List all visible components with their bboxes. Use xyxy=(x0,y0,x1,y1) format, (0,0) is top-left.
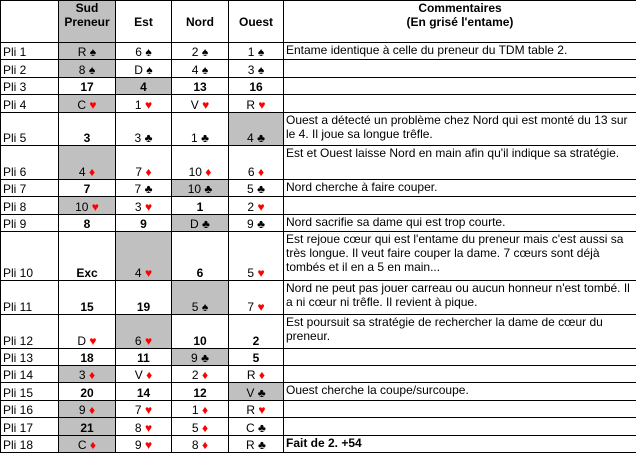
card-rank: 5 xyxy=(191,420,199,435)
card-rank: D xyxy=(134,62,143,77)
card-rank: 1 xyxy=(134,97,142,112)
heart-icon: ♥ xyxy=(141,420,153,435)
card-rank: 9 xyxy=(134,438,142,452)
comment-cell: Nord sacrifie sa dame qui est trop courte. xyxy=(284,214,636,231)
tricks-body xyxy=(1,43,636,453)
card-rank: 8 xyxy=(134,420,142,435)
table-row xyxy=(1,348,636,365)
card-nord xyxy=(172,418,229,435)
pli-label: Pli 6 xyxy=(1,146,59,180)
diamond-icon: ♦ xyxy=(255,368,266,383)
card-est xyxy=(116,435,172,453)
card-ouest xyxy=(229,435,284,453)
comment-cell xyxy=(284,366,636,383)
comment-cell: Est et Ouest laisse Nord en main afin qu'il indique sa stratégie. xyxy=(284,146,636,180)
table-row xyxy=(1,435,636,453)
card-sud xyxy=(59,232,116,281)
card-ouest xyxy=(229,214,284,231)
card-rank: 9 xyxy=(78,403,86,418)
heart-icon: ♥ xyxy=(255,403,266,418)
card-ouest xyxy=(229,281,284,315)
card-rank: 6 xyxy=(196,266,204,281)
card-rank: 1 xyxy=(196,199,204,214)
pli-label: Pli 18 xyxy=(1,435,59,453)
spade-icon: ♠ xyxy=(85,62,96,77)
club-icon: ♣ xyxy=(254,438,266,452)
header-ouest xyxy=(229,1,284,43)
club-icon: ♣ xyxy=(253,182,265,197)
card-rank: 3 xyxy=(83,131,91,146)
card-ouest xyxy=(229,400,284,417)
comment-cell xyxy=(284,95,636,112)
heart-icon: ♥ xyxy=(141,438,153,452)
card-rank: 20 xyxy=(80,385,94,400)
comment-cell xyxy=(284,77,636,94)
header-est xyxy=(116,1,172,43)
card-sud xyxy=(59,43,116,60)
card-est xyxy=(116,400,172,417)
club-icon: ♣ xyxy=(141,182,153,197)
card-est xyxy=(116,383,172,400)
card-est xyxy=(116,366,172,383)
card-nord xyxy=(172,383,229,400)
card-rank: 4 xyxy=(134,266,142,281)
card-nord xyxy=(172,197,229,214)
card-rank: 2 xyxy=(191,368,199,383)
card-rank: 3 xyxy=(247,62,255,77)
comment-cell: Nord ne peut pas jouer carreau ou aucun honneur n'est tombé. Il a ni cœur ni trêfle. Il revient à pique. xyxy=(284,281,636,315)
club-icon: ♣ xyxy=(198,217,210,232)
card-rank: 10 xyxy=(75,199,89,214)
card-rank: 5 xyxy=(247,266,255,281)
pli-label: Pli 11 xyxy=(1,281,59,315)
card-rank: 16 xyxy=(249,80,263,95)
heart-icon: ♥ xyxy=(255,97,266,112)
card-rank: 5 xyxy=(191,299,199,314)
card-est xyxy=(116,348,172,365)
card-sud xyxy=(59,400,116,417)
header-ouest-label: Ouest xyxy=(238,15,273,29)
pli-label: Pli 12 xyxy=(1,314,59,348)
card-rank: 3 xyxy=(78,368,86,383)
comment-cell: Entame identique à celle du preneur du TDM table 2. xyxy=(284,43,636,60)
header-comments xyxy=(284,1,636,43)
card-rank: D xyxy=(190,217,199,232)
card-rank: 3 xyxy=(134,131,142,146)
card-sud xyxy=(59,418,116,435)
header-row xyxy=(1,1,636,43)
card-rank: 19 xyxy=(136,299,151,314)
card-rank: 7 xyxy=(134,182,142,197)
spade-icon: ♠ xyxy=(254,45,265,60)
card-rank: 6 xyxy=(247,164,255,179)
card-rank: 13 xyxy=(193,80,207,95)
card-rank: 8 xyxy=(78,62,86,77)
comment-cell: Ouest a détecté un problème chez Nord qui est monté du 13 sur le 4. Il joue sa longue trêfle. xyxy=(284,112,636,146)
comment-cell: Nord cherche à faire couper. xyxy=(284,179,636,196)
diamond-icon: ♦ xyxy=(142,368,153,383)
pli-label: Pli 3 xyxy=(1,77,59,94)
card-rank: R xyxy=(246,97,256,112)
card-rank: R xyxy=(246,438,255,452)
comment-cell: Est rejoue cœur qui est l'entame du preneur mais c'est aussi sa très longue. Il veut faire couper la dame. 7 cœurs sont déjà tombés et il en a 5 en main... xyxy=(284,232,636,281)
card-ouest xyxy=(229,95,284,112)
table-row xyxy=(1,43,636,60)
header-pli xyxy=(1,1,59,43)
card-est xyxy=(116,418,172,435)
card-rank: C xyxy=(246,420,255,435)
diamond-icon: ♦ xyxy=(85,368,96,383)
table-row xyxy=(1,197,636,214)
card-nord xyxy=(172,435,229,453)
club-icon: ♣ xyxy=(253,217,265,232)
card-nord xyxy=(172,214,229,231)
card-ouest xyxy=(229,314,284,348)
pli-label: Pli 14 xyxy=(1,366,59,383)
card-rank: V xyxy=(134,368,143,383)
club-icon: ♣ xyxy=(201,182,213,197)
card-ouest xyxy=(229,146,284,180)
card-nord xyxy=(172,95,229,112)
card-rank: C xyxy=(77,97,87,112)
spade-icon: ♠ xyxy=(198,299,209,314)
pli-label: Pli 7 xyxy=(1,179,59,196)
card-sud xyxy=(59,214,116,231)
club-icon: ♣ xyxy=(197,131,209,146)
card-sud xyxy=(59,77,116,94)
pli-label: Pli 13 xyxy=(1,348,59,365)
header-comments-line2: (En grisé l'entame) xyxy=(406,15,514,29)
header-sud-line1: Sud xyxy=(75,1,99,15)
card-nord xyxy=(172,179,229,196)
card-nord xyxy=(172,60,229,77)
card-est xyxy=(116,43,172,60)
card-rank: 10 xyxy=(187,182,202,197)
pli-label: Pli 9 xyxy=(1,214,59,231)
card-est xyxy=(116,112,172,146)
card-rank: 12 xyxy=(193,385,207,400)
heart-icon: ♥ xyxy=(141,333,153,348)
spade-icon: ♠ xyxy=(198,62,209,77)
pli-label: Pli 10 xyxy=(1,232,59,281)
diamond-icon: ♦ xyxy=(85,164,96,179)
card-est xyxy=(116,232,172,281)
card-rank: 18 xyxy=(80,351,94,365)
table-row xyxy=(1,314,636,348)
table-row xyxy=(1,281,636,315)
card-rank: 2 xyxy=(252,333,260,348)
card-ouest xyxy=(229,348,284,365)
diamond-icon: ♦ xyxy=(254,164,265,179)
table-row xyxy=(1,400,636,417)
diamond-icon: ♦ xyxy=(198,438,209,452)
comment-cell xyxy=(284,348,636,365)
card-rank: 2 xyxy=(191,45,199,60)
club-icon: ♣ xyxy=(197,351,209,365)
card-rank: 7 xyxy=(83,182,91,197)
table-row xyxy=(1,95,636,112)
card-ouest xyxy=(229,60,284,77)
header-comments-line1: Commentaires xyxy=(418,1,502,15)
club-icon: ♣ xyxy=(254,420,266,435)
card-rank: 10 xyxy=(188,164,202,179)
card-sud xyxy=(59,60,116,77)
card-est xyxy=(116,146,172,180)
card-sud xyxy=(59,348,116,365)
spade-icon: ♠ xyxy=(198,45,209,60)
pli-label: Pli 2 xyxy=(1,60,59,77)
card-rank: 7 xyxy=(247,299,255,314)
pli-label: Pli 8 xyxy=(1,197,59,214)
heart-icon: ♥ xyxy=(198,97,210,112)
card-rank: 3 xyxy=(134,199,142,214)
card-est xyxy=(116,179,172,196)
card-nord xyxy=(172,232,229,281)
table-row xyxy=(1,366,636,383)
card-sud xyxy=(59,314,116,348)
card-rank: 11 xyxy=(137,351,150,365)
card-rank: 9 xyxy=(247,217,254,232)
card-est xyxy=(116,197,172,214)
pli-label: Pli 17 xyxy=(1,418,59,435)
pli-label: Pli 16 xyxy=(1,400,59,417)
spade-icon: ♠ xyxy=(142,62,153,77)
card-rank: 4 xyxy=(191,62,199,77)
comment-cell xyxy=(284,400,636,417)
card-nord xyxy=(172,112,229,146)
table-row xyxy=(1,179,636,196)
diamond-icon: ♦ xyxy=(198,368,209,383)
card-rank: 4 xyxy=(140,80,147,95)
club-icon: ♣ xyxy=(254,385,266,400)
heart-icon: ♥ xyxy=(141,97,153,112)
card-sud xyxy=(59,281,116,315)
pli-label: Pli 4 xyxy=(1,95,59,112)
header-nord xyxy=(172,1,229,43)
table-row xyxy=(1,214,636,231)
diamond-icon: ♦ xyxy=(85,403,96,418)
heart-icon: ♥ xyxy=(141,199,153,214)
card-sud xyxy=(59,435,116,453)
card-rank: 4 xyxy=(78,164,86,179)
diamond-icon: ♦ xyxy=(198,420,209,435)
header-sud-line2: Preneur xyxy=(64,15,110,29)
card-rank: V xyxy=(190,97,199,112)
card-ouest xyxy=(229,232,284,281)
card-rank: 9 xyxy=(191,351,198,365)
card-rank: 15 xyxy=(80,299,94,314)
spade-icon: ♠ xyxy=(254,62,265,77)
card-rank: 14 xyxy=(136,385,151,400)
table-row xyxy=(1,77,636,94)
card-rank: 1 xyxy=(247,45,255,60)
heart-icon: ♥ xyxy=(88,199,99,214)
card-ouest xyxy=(229,418,284,435)
card-rank: R xyxy=(246,368,256,383)
card-sud xyxy=(59,197,116,214)
card-est xyxy=(116,314,172,348)
comment-cell xyxy=(284,60,636,77)
card-rank: Exc xyxy=(76,266,98,281)
card-rank: 1 xyxy=(191,131,198,146)
card-rank: R xyxy=(77,45,87,60)
card-rank: 5 xyxy=(247,182,254,197)
table-row xyxy=(1,383,636,400)
card-ouest xyxy=(229,197,284,214)
card-rank: 7 xyxy=(134,403,142,418)
card-rank: 2 xyxy=(247,199,255,214)
card-rank: 8 xyxy=(191,438,199,452)
card-rank: 1 xyxy=(191,403,199,418)
table-row xyxy=(1,146,636,180)
card-rank: 6 xyxy=(135,45,142,60)
card-rank: 9 xyxy=(140,217,147,232)
card-rank: 21 xyxy=(80,420,94,435)
table-row xyxy=(1,60,636,77)
diamond-icon: ♦ xyxy=(198,403,209,418)
card-nord xyxy=(172,366,229,383)
card-ouest xyxy=(229,383,284,400)
card-sud xyxy=(59,95,116,112)
card-est xyxy=(116,95,172,112)
card-rank: D xyxy=(77,333,87,348)
header-nord-label: Nord xyxy=(186,15,214,29)
card-ouest xyxy=(229,43,284,60)
card-nord xyxy=(172,314,229,348)
card-ouest xyxy=(229,112,284,146)
card-rank: R xyxy=(246,403,256,418)
card-rank: 4 xyxy=(247,131,254,146)
comment-cell xyxy=(284,197,636,214)
card-rank: 5 xyxy=(252,351,260,365)
card-sud xyxy=(59,112,116,146)
header-est-label: Est xyxy=(134,15,153,29)
card-sud xyxy=(59,366,116,383)
comment-cell: Ouest cherche la coupe/surcoupe. xyxy=(284,383,636,400)
card-sud xyxy=(59,383,116,400)
heart-icon: ♥ xyxy=(141,266,153,281)
heart-icon: ♥ xyxy=(86,97,97,112)
card-est xyxy=(116,60,172,77)
comment-cell: Fait de 2. +54 xyxy=(284,435,636,453)
card-rank: V xyxy=(246,385,255,400)
table-row xyxy=(1,232,636,281)
comment-cell xyxy=(284,418,636,435)
diamond-icon: ♦ xyxy=(201,164,212,179)
diamond-icon: ♦ xyxy=(142,164,152,179)
card-rank: 6 xyxy=(134,333,142,348)
card-nord xyxy=(172,77,229,94)
card-sud xyxy=(59,146,116,180)
heart-icon: ♥ xyxy=(254,299,265,314)
heart-icon: ♥ xyxy=(86,333,97,348)
spade-icon: ♠ xyxy=(141,45,152,60)
card-sud xyxy=(59,179,116,196)
card-nord xyxy=(172,43,229,60)
card-nord xyxy=(172,146,229,180)
comment-cell: Est poursuit sa stratégie de rechercher la dame de cœur du preneur. xyxy=(284,314,636,348)
pli-label: Pli 5 xyxy=(1,112,59,146)
card-rank: C xyxy=(77,438,87,452)
card-rank: 17 xyxy=(80,80,94,95)
card-ouest xyxy=(229,366,284,383)
pli-label: Pli 1 xyxy=(1,43,59,60)
diamond-icon: ♦ xyxy=(86,438,97,452)
header-sud xyxy=(59,1,116,43)
club-icon: ♣ xyxy=(253,131,265,146)
card-ouest xyxy=(229,77,284,94)
table-row xyxy=(1,418,636,435)
card-rank: 7 xyxy=(135,164,143,179)
pli-label: Pli 15 xyxy=(1,383,59,400)
heart-icon: ♥ xyxy=(141,403,153,418)
heart-icon: ♥ xyxy=(254,266,265,281)
card-est xyxy=(116,281,172,315)
table-row xyxy=(1,112,636,146)
spade-icon: ♠ xyxy=(86,45,97,60)
card-est xyxy=(116,214,172,231)
card-rank: 10 xyxy=(193,333,207,348)
card-est xyxy=(116,77,172,94)
card-nord xyxy=(172,281,229,315)
heart-icon: ♥ xyxy=(254,199,265,214)
card-ouest xyxy=(229,179,284,196)
card-rank: 8 xyxy=(83,217,91,232)
card-nord xyxy=(172,348,229,365)
club-icon: ♣ xyxy=(141,131,153,146)
card-nord xyxy=(172,400,229,417)
